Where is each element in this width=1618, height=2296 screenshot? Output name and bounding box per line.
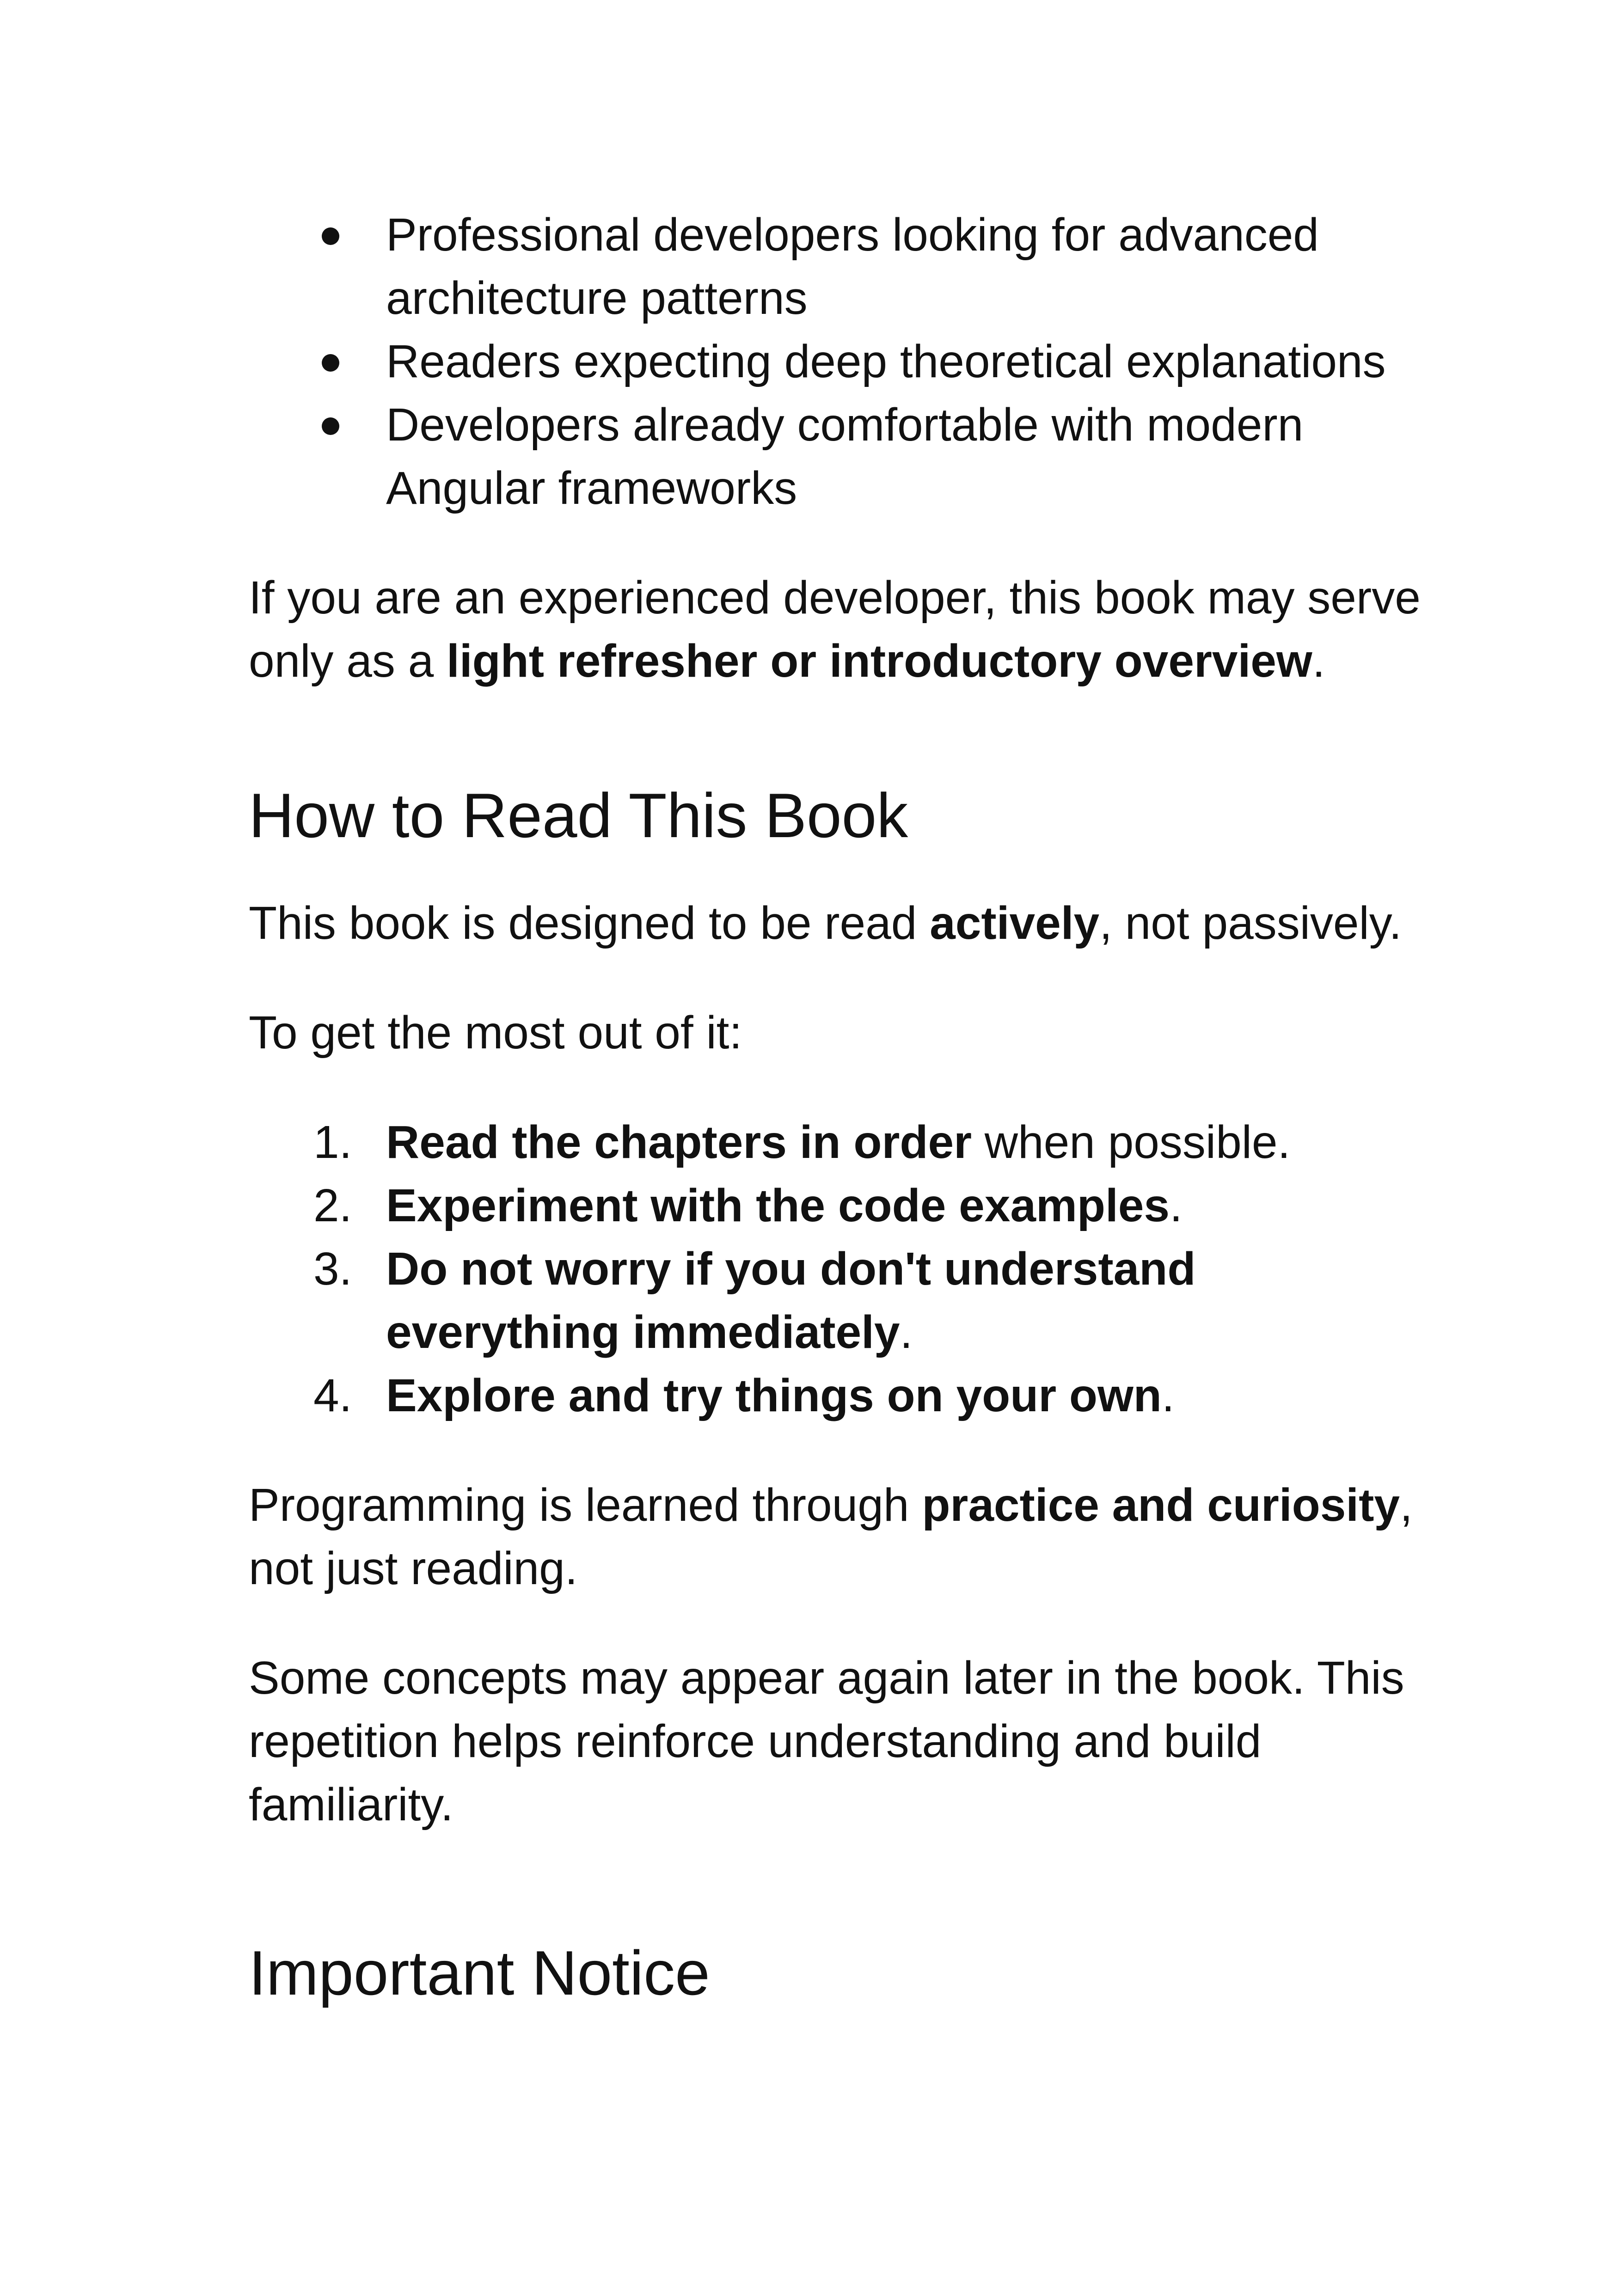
- list-item-text: Readers expecting deep theoretical explanations: [386, 336, 1386, 387]
- bullet-icon: [322, 417, 339, 435]
- list-number: 3.: [313, 1243, 352, 1295]
- repetition-paragraph: Some concepts may appear again later in the book. This repetition helps reinforce understanding and build familiarity.: [249, 1652, 1404, 1831]
- text-run: If you are an experienced developer, this book may serve only as a: [249, 572, 1421, 687]
- text-run: This book is designed to be read: [249, 897, 930, 949]
- intro-paragraph: [249, 892, 1432, 955]
- bold-text: Explore and try things on your own: [386, 1370, 1162, 1421]
- text-run: , not just reading.: [249, 1479, 1413, 1594]
- list-number: 1.: [313, 1116, 352, 1168]
- text-run: , not passively.: [1099, 897, 1402, 949]
- list-number: 2.: [313, 1180, 352, 1231]
- practice-paragraph: [249, 1474, 1432, 1600]
- text-run: .: [1161, 1370, 1175, 1421]
- bullet-icon: [322, 227, 339, 245]
- list-item-text: Developers already comfortable with modern Angular frameworks: [386, 399, 1304, 514]
- reading-steps-list: [249, 1111, 1432, 1427]
- bold-text: Read the chapters in order: [386, 1116, 972, 1168]
- list-item-text: Professional developers looking for advanced architecture patterns: [386, 209, 1319, 324]
- bold-text: light refresher or introductory overview: [447, 635, 1312, 687]
- list-number: 4.: [313, 1370, 352, 1421]
- list-item: [249, 203, 1432, 330]
- list-item: [249, 1237, 1432, 1364]
- list-item: [249, 1364, 1432, 1427]
- bold-text: practice and curiosity: [922, 1479, 1400, 1531]
- bullet-icon: [322, 354, 339, 372]
- section-heading-important-notice: Important Notice: [249, 1938, 710, 2008]
- list-item: [249, 1111, 1432, 1174]
- text-run: .: [1169, 1180, 1183, 1231]
- page-content: [249, 203, 1432, 2010]
- lead-in-paragraph: To get the most out of it:: [249, 1007, 742, 1059]
- text-run: when possible.: [972, 1116, 1291, 1168]
- bold-text: Experiment with the code examples: [386, 1180, 1170, 1231]
- experienced-paragraph: [249, 566, 1432, 693]
- bold-text: Do not worry if you don't understand everything immediately: [386, 1243, 1196, 1358]
- section-heading-how-to-read: How to Read This Book: [249, 780, 908, 851]
- text-run: .: [1312, 635, 1325, 687]
- list-item: [249, 1174, 1432, 1237]
- text-run: .: [900, 1306, 913, 1358]
- audience-bullet-list: [249, 203, 1432, 520]
- bold-text: actively: [930, 897, 1100, 949]
- list-item: [249, 393, 1432, 520]
- list-item: [249, 330, 1432, 393]
- text-run: Programming is learned through: [249, 1479, 922, 1531]
